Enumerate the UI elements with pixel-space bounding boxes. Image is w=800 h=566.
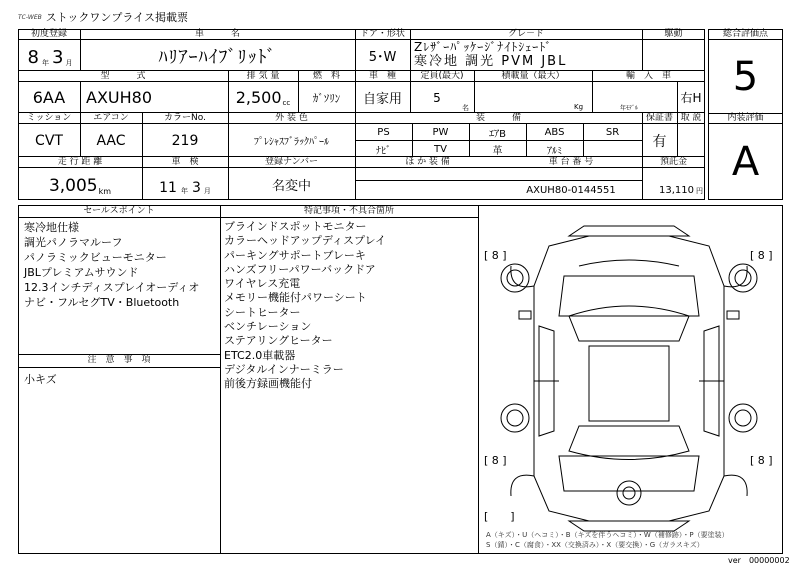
fuel-label: 燃 料 — [312, 71, 340, 81]
fuel: ｶﾞｿﾘﾝ — [312, 91, 341, 105]
displacement-label: 排 気 量 — [246, 71, 280, 81]
tread-front-right: [ 8 ] — [750, 249, 773, 262]
total-score-label: 総合評価点 — [722, 29, 768, 39]
equipment-label: 装 備 — [475, 113, 521, 123]
equip-alloy: ｱﾙﾐ — [547, 145, 562, 157]
list-item: 小キズ — [24, 373, 57, 386]
color-label: 外 装 色 — [275, 113, 308, 123]
list-item: 前後方録画機能付 — [224, 377, 312, 391]
list-item: JBLプレミアムサウンド — [24, 266, 139, 279]
equip-abs: ABS — [544, 126, 565, 138]
displacement-unit: cc — [282, 99, 291, 107]
capacity-unit: 名 — [462, 104, 469, 112]
displacement-value: 2,500 — [235, 88, 282, 107]
total-score: 5 — [732, 53, 759, 100]
list-item: 寒冷地仕様 — [24, 221, 79, 234]
warranty: 有 — [652, 133, 667, 150]
load-unit: Kg — [574, 103, 584, 111]
divider — [592, 71, 593, 113]
list-item: 12.3インチディスプレイオーディオ — [24, 281, 200, 294]
divider — [474, 71, 475, 113]
load-label: 積載量（最大） — [501, 71, 565, 81]
spare-tread: [ ] — [484, 510, 515, 523]
legend-line-1: A（キズ）・U（ヘコミ）・B（キズを伴うヘコミ）・W（補修跡）・P（要塗装） — [486, 531, 729, 539]
divider — [80, 82, 81, 113]
equip-navi: ﾅﾋﾞ — [376, 145, 391, 157]
first-reg-year: 8 — [27, 47, 39, 68]
page-header — [18, 8, 188, 26]
list-item: ハンズフリーパワーバックドア — [224, 262, 376, 276]
tread-front-left: [ 8 ] — [484, 249, 507, 262]
drive — [642, 40, 705, 71]
list-item: パーキングサポートブレーキ — [224, 248, 366, 262]
list-item: ワイヤレス充電 — [224, 277, 301, 291]
manual-label: 取 説 — [680, 113, 702, 123]
page-title: ストックワンプライス掲載票 — [45, 11, 188, 24]
price-label: 預託金 — [659, 157, 687, 167]
door-label: ドア・形状 — [360, 29, 405, 39]
list-item: メモリー機能付パワーシート — [224, 291, 367, 305]
aircon-label: エアコン — [93, 113, 129, 123]
sales-points-label: セールスポイント — [83, 206, 155, 216]
car-condition-diagram — [479, 206, 782, 553]
exterior-color: ﾌﾟﾚｼｬｽﾌﾞﾗｯｸﾊﾟｰﾙ — [254, 137, 329, 148]
grade-line-1: Zﾚｻﾞｰﾊﾟｯｹｰｼﾞﾅｲﾄｼｪｰﾄﾞ — [414, 40, 553, 54]
equip-pw: PW — [432, 126, 449, 138]
model-code: 6AA — [32, 88, 66, 107]
divider — [220, 205, 221, 554]
mileage-label: 走 行 距 離 — [57, 157, 103, 167]
other-equipment-label: ほ か 装 備 — [405, 157, 450, 167]
mission-label: ミッション — [26, 113, 72, 123]
inspection-month-unit: 月 — [203, 187, 211, 195]
car-name-label: 車 名 — [194, 29, 240, 39]
import-label: 輸 入 車 — [625, 71, 671, 81]
list-item: ETC2.0車載器 — [224, 348, 296, 362]
mileage-value: 3,005 — [48, 176, 98, 196]
chassis-number: AXUH80-0144551 — [526, 184, 616, 196]
list-item: シートヒーター — [224, 305, 301, 319]
special-notes-label: 特記事項・不具合箇所 — [303, 206, 394, 216]
equipment-grid — [355, 124, 642, 157]
color-no: 219 — [171, 132, 199, 149]
legend-line-2: S（錆）・C（腐食）・XX（交換済み）・X（要交換）・G（ガラスキズ） — [486, 541, 704, 549]
manual — [677, 124, 705, 157]
grade-line-2: 寒冷地 調光 PVM JBL — [414, 54, 568, 69]
list-item: パノラミックビューモニター — [24, 251, 167, 264]
inspection — [142, 168, 228, 200]
grade-label: グレ－ド — [507, 29, 544, 39]
inspection-year: 11 — [159, 180, 177, 196]
inspection-month: 3 — [191, 180, 201, 196]
list-item: デジタルインナーミラー — [224, 362, 344, 376]
mileage — [18, 168, 142, 200]
model-label: 型 式 — [100, 71, 146, 81]
list-item: ベンチレーション — [224, 320, 312, 334]
tread-rear-left: [ 8 ] — [484, 454, 507, 467]
tread-rear-right: [ 8 ] — [750, 454, 773, 467]
car-name: ﾊﾘｱｰﾊｲﾌﾞﾘｯﾄﾞ — [158, 46, 277, 68]
special-notes-list — [224, 220, 476, 392]
mileage-unit: km — [98, 187, 112, 196]
sales-points-list — [24, 220, 218, 310]
displacement — [228, 82, 298, 113]
model: AXUH80 — [86, 88, 153, 107]
first-reg-month: 3 — [52, 47, 64, 68]
first-reg-value — [20, 40, 80, 70]
mission: CVT — [35, 132, 63, 149]
notes-list — [24, 372, 218, 387]
warranty-label: 保証書 — [645, 113, 673, 123]
equip-sr: SR — [605, 126, 620, 138]
inspection-year-unit: 年 — [180, 187, 188, 195]
list-item: ステアリングヒーター — [224, 334, 333, 348]
divider — [355, 157, 356, 200]
capacity: 5 — [433, 90, 441, 105]
list-item: 調光パノラマルーフ — [24, 236, 123, 249]
brand-logo: TC-WEB — [18, 13, 42, 21]
version: ver 00000002 — [728, 556, 790, 565]
interior-score: A — [731, 139, 760, 185]
list-item: ブラインドスポットモニター — [224, 220, 367, 233]
color-no-label: カラーNo. — [164, 113, 206, 123]
grade — [414, 40, 640, 71]
divider — [410, 29, 411, 71]
deposit — [642, 168, 705, 200]
list-item: カラーヘッドアップディスプレイ — [224, 234, 387, 248]
first-reg-label: 初度登録 — [30, 29, 67, 39]
equip-extra — [583, 141, 642, 157]
month-unit: 月 — [65, 59, 73, 67]
inspection-label: 車 検 — [171, 157, 199, 167]
category: 自家用 — [362, 92, 402, 107]
list-item: ナビ・フルセグTV・Bluetooth — [24, 296, 180, 309]
equip-leather: 革 — [492, 145, 503, 157]
plate-label: 登録ナンバー — [265, 157, 318, 167]
handle: 右H — [680, 91, 702, 105]
plate: 名変中 — [271, 178, 311, 194]
import-note: 年ﾓﾃﾞﾙ — [620, 105, 639, 112]
capacity-label: 定員(最大) — [420, 71, 464, 81]
deposit-unit: 円 — [696, 187, 703, 195]
equip-ps: PS — [377, 126, 390, 138]
year-unit: 年 — [42, 59, 49, 67]
interior-score-label: 内装評価 — [727, 113, 764, 123]
deposit-value: 13,110 — [659, 185, 694, 196]
drive-label: 駆動 — [664, 29, 683, 39]
equip-tv: TV — [434, 143, 447, 155]
door-type: 5･W — [368, 50, 397, 65]
category-label: 車 種 — [368, 71, 396, 81]
damage-legend — [486, 530, 782, 550]
equip-airbag: ｴｱB — [489, 128, 506, 140]
aircon: AAC — [96, 132, 126, 149]
chassis-label: 車 台 番 号 — [548, 157, 594, 167]
notes-label: 注 意 事 項 — [87, 355, 151, 365]
